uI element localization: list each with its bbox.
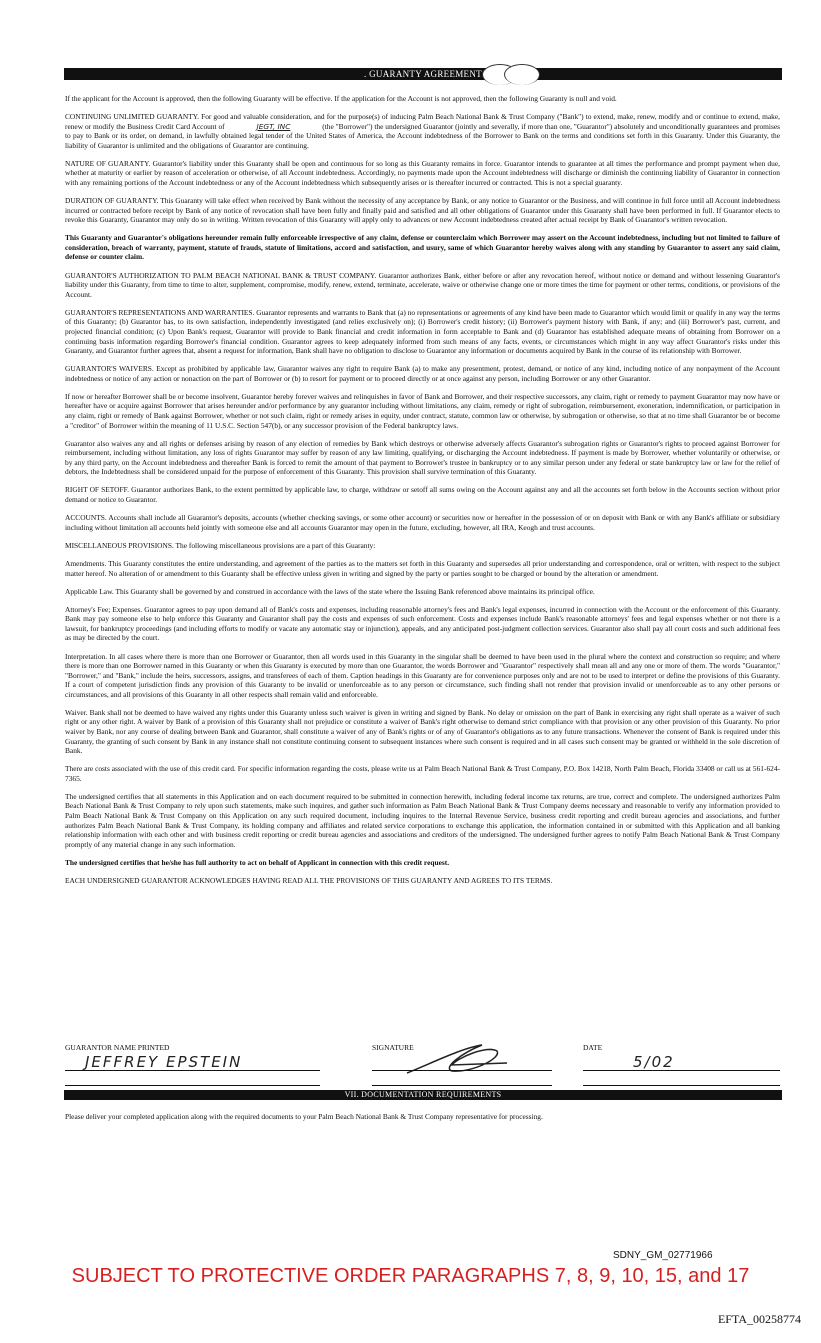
paragraph-text: If now or hereafter Borrower shall be or become insolvent, Guarantor hereby forever waives and relinquishes in favor of Bank and Borrower, and their respective successors, any claim, right or remedy to payment Guarantor may now have or hereafter have or acquire against Borrower that arises hereunder and/or performance by any guarantor including without limitations, any claim, remedy or right of subrogation, reimbursement, exoneration, indemnification, or participation in any claim, right or remedy of Bank against Borrower, whether or not such claim, right or remedy arises in equity, under contract, statute, common law or otherwise, by subrogation or otherwise, so that at no time shall Guarantor be or become a "creditor" of Borrower within the meaning of 11 U.S.C. Section 547(b), or any successor provision of the Federal bankruptcy laws. [65, 391, 780, 430]
guaranty-paragraph [65, 439, 780, 477]
paragraph-heading: NATURE OF GUARANTY. [65, 158, 151, 168]
guarantor-name-field [65, 1043, 320, 1071]
guaranty-paragraph [65, 485, 780, 504]
guaranty-paragraph [65, 196, 780, 225]
paragraph-text: Guarantor represents and warrants to Bank that (a) no representations or agreements of any kind have been made to Guarantor which would limit or qualify in any way the terms of this Guaranty; (b) Guarantor has, to its own satisfaction, independently investigated (and relies exclusively on); (i) Borrower's credit history; (ii) Borrower's payment history with Bank, if any; and (iii) Borrower's past, current, and projected financial condition; (c) Upon Bank's request, Guarantor will provide to Bank financial and credit information in form acceptable to Bank and (d) Guarantor has established adequate means of obtaining from Borrower on a continuing basis information regarding Borrower's financial condition. Guarantor agrees to keep adequately informed from such means of any facts, events, or circumstances which might in any way affect Guarantor's risks under this Guaranty, and Guarantor further agrees that, absent a request for information, Bank shall have no obligation to disclose to Guarantor any information or documents acquired by Bank in the course of its relationship with Borrower. [65, 307, 780, 356]
paragraph-heading: Interpretation. [65, 651, 108, 661]
paragraph-text: This Guaranty and Guarantor's obligations hereunder remain fully enforceable irrespective of any claim, defense or counterclaim which Borrower may assert on the Account indebtedness, including but not limited to failure of consideration, breach of warranty, payment, statute of frauds, statute of limitations, accord and satisfaction, and usury, same of which Guarantor hereby waives along with any standing by Guarantor to assert any said claim, defense or counter claim. [65, 233, 780, 262]
paragraph-heading: MISCELLANEOUS PROVISIONS. [65, 540, 174, 550]
guaranty-paragraph [65, 587, 780, 597]
date-handwritten: 5/02 [633, 1053, 675, 1071]
paragraph-text: Guarantor authorizes Bank, either before or after any revocation hereof, without notice or demand and without lessening Guarantor's liability under this Guaranty, from time to time to alter, supplement, compromise, modify, renew, extend, terminate, accelerate, waive or otherwise change one or more times the time for payment or other terms, conditions, or provisions of the Account. [65, 270, 781, 299]
guaranty-paragraph [65, 364, 780, 383]
bates-number-efta: EFTA_00258774 [717, 1312, 801, 1326]
guaranty-paragraph [65, 233, 780, 262]
field-label: SIGNATURE [372, 1043, 414, 1052]
intro-paragraph: If the applicant for the Account is approved, then the following Guaranty will be effective. If the application for the Account is not approved, then the following Guaranty is null and void. [65, 94, 617, 103]
guaranty-paragraph [65, 513, 780, 532]
documentation-requirements-bar [64, 1090, 782, 1100]
section-title: . GUARANTY AGREEMENT [364, 69, 482, 79]
guaranty-agreement-header-bar [64, 68, 782, 80]
guaranty-paragraph [65, 792, 780, 849]
signature-block [65, 1043, 780, 1085]
paragraph-text: The following miscellaneous provisions are a part of this Guaranty: [175, 540, 376, 550]
paragraph-text: This Guaranty will take effect when received by Bank without the necessity of any acceptance by Bank, or any notice to Guarantor or the Business, and will continue in full force until all Account indebtedness incurred or contracted before receipt by Bank of any notice of revocation shall have been fully and finally paid and satisfied and all other obligations of Guarantor under this Guaranty shall have been performed in full. If Guarantor elects to revoke this Guaranty, Guarantor may only do so in writing. Written revocation of this Guaranty will apply only to advances or new Account indebtedness created after actual receipt by Bank of Guarantor's written revocation. [65, 196, 780, 225]
paragraph-heading: GUARANTOR'S AUTHORIZATION TO PALM BEACH NATIONAL BANK & TRUST COMPANY. [65, 270, 377, 280]
guaranty-paragraph [65, 308, 780, 356]
paragraph-text: Accounts shall include all Guarantor's deposits, accounts (whether checking savings, or some other account) or securities now or hereafter in the possession of or on deposit with Bank or with any Bank's affiliate or subsidiary including without limitation all accounts held jointly with someone else and all accounts Guarantor may open in the future, excluding, however, all IRA, Keogh and trust accounts. [65, 513, 780, 532]
guaranty-paragraph [65, 605, 780, 643]
paragraph-heading: Waiver. [65, 707, 88, 717]
paragraph-text: Except as prohibited by applicable law, Guarantor waives any right to require Bank (a) to make any presentment, protest, demand, or notice of any kind, including notice of any nonpayment of the Account indebtedness or notice of any action or nonaction on the part of Borrower or (b) to resort for payment or to proceed directly or at once against any person, including Borrower or any other Guarantor. [65, 364, 781, 383]
paragraph-heading: GUARANTOR'S REPRESENTATIONS AND WARRANTIES. [65, 307, 255, 317]
date-field [583, 1043, 780, 1071]
paragraph-text: Guarantor also waives any and all rights or defenses arising by reason of any election of remedies by Bank which destroys or otherwise adversely affects Guarantor's subrogation rights or Guarantor's rights to proceed against Borrower for reimbursement, including without limitation, any loss of rights Guarantor may suffer by reason of any law limiting, qualifying, or discharging the Account indebtedness. If payment is made by Borrower, whether voluntarily or otherwise, or by any third party, on the Account indebtedness and thereafter Bank is forced to remit the amount of that payment to Borrower's trustee in bankruptcy or to any similar person under any federal or state bankruptcy law or law for the relief of debtors, the Indebtedness shall be considered unpaid for the purpose of enforcement of this Guaranty. This provision shall survive termination of this Guaranty. [65, 438, 780, 477]
guaranty-body [65, 94, 780, 894]
guaranty-paragraph [65, 559, 780, 578]
bates-number-sdny: SDNY_GM_02771966 [613, 1250, 713, 1261]
paragraph-heading: Amendments. [65, 558, 107, 568]
paragraph-heading: ACCOUNTS. [65, 513, 107, 523]
paragraph-text: Guarantor agrees to pay upon demand all of Bank's costs and expenses, including reasonable attorney's fees and Bank's legal expenses, incurred in connection with the Account or the enforcement of this Guaranty. Bank may pay someone else to help enforce this Guaranty and Guarantor shall pay the costs and expenses of such enforcement. Costs and expenses include Bank's reasonable attorneys' fees and legal expenses whether or not there is a lawsuit, for bankruptcy proceedings (and including efforts to modify or vacate any automatic stay or injunction), appeals, and any anticipated post-judgment collection services. Guarantor also shall pay all court costs and such additional fees as may be directed by the court. [65, 604, 780, 643]
guaranty-paragraph [65, 541, 780, 551]
paragraph-heading: Applicable Law. [65, 586, 114, 596]
paragraph-heading: RIGHT OF SETOFF. [65, 485, 129, 495]
paragraph-text: This Guaranty constitutes the entire understanding, and agreement of the parties as to the matters set forth in this Guaranty and supersedes all prior understanding and correspondence, oral or written, with respect to the subject matter hereof. No alteration of or amendment to this Guaranty shall be effective unless given in writing and signed by the party or parties sought to be charged or bound by the alteration or amendment. [65, 558, 780, 578]
guaranty-paragraph [65, 858, 780, 868]
paragraph-text: This Guaranty shall be governed by and construed in accordance with the laws of the state where the Issuing Bank referenced above maintains its principal office. [115, 586, 595, 596]
guaranty-paragraph [65, 652, 780, 700]
field-label: DATE [583, 1043, 603, 1052]
paragraph-text: Guarantor authorizes Bank, to the extent permitted by applicable law, to charge, withdraw or setoff all sums owing on the Account against any and all the accounts set forth below in the Accounts section without prior demand or notice to Guarantor. [65, 485, 780, 504]
deliver-instructions: Please deliver your completed application along with the required documents to your Palm Beach National Bank & Trust Company representative for processing. [65, 1112, 543, 1121]
guaranty-paragraph [65, 392, 780, 430]
guaranty-paragraph [65, 271, 780, 300]
paragraph-text: The undersigned certifies that all statements in this Application and on each document required to be submitted in connection herewith, including federal income tax returns, are true, correct and complete. The undersigned authorizes Palm Beach National Bank & Trust Company to rely upon such statements, make such inquires, and gather such information as Palm Beach National Bank & Trust Company deems necessary and reasonable to verify any information provided to Palm Beach National Bank & Trust Company on this Application on any such required document, including inquires to the Internal Revenue Service, business credit reporting and credit bureau agencies and associations, and further authorizes Palm Beach National Bank & Trust Company, its holding company and affiliates and related service corporations to exchange this application, the information contained in or submitted with this Application and all banking relationship information with each other and with business credit reporting or credit bureau agencies and associations and creditors of the undersigned. The undersigned further agrees to notify Palm Beach National Bank & Trust Company promptly of any material change in any such information. [65, 791, 780, 849]
guaranty-paragraph [65, 708, 780, 756]
guaranty-paragraph [65, 764, 780, 783]
protective-order-notice: SUBJECT TO PROTECTIVE ORDER PARAGRAPHS 7, 8, 9, 10, 15, and 17 [71, 1265, 750, 1287]
punch-hole-mark [504, 64, 540, 85]
paragraph-text: Guarantor's liability under this Guaranty shall be open and continuous for so long as this Guaranty remains in force. Guarantor intends to guarantee at all times the performance and prompt payment when due, whether at maturity or earlier by reason of acceleration or otherwise, of all Account indebtedness. Accordingly, no payments made upon the Account indebtedness will discharge or diminish the continuing liability of Guarantor in connection with any remaining portions of the Account indebtedness or any of the Account indebtedness which subsequently arises or is thereafter incurred or contracted. This is not a special guaranty. [65, 158, 780, 188]
field-label: GUARANTOR NAME PRINTED [65, 1043, 170, 1052]
guaranty-paragraph [65, 159, 780, 188]
paragraph-text: In all cases where there is more than one Borrower or Guarantor, then all words used in this Guaranty in the singular shall be deemed to have been used in the plural where the context and construction so require; and where there is more than one Borrower named in this Guaranty or when this Guaranty is executed by more than one Guarantor, the words Borrower and "Guarantor" respectively shall mean all and any one or more of them. The words "Guarantor," "Borrower," and "Bank," include the heirs, successors, assigns, and transferees of each of them. Caption headings in this Guaranty are for convenience purposes only and are not to be used to interpret or define the provisions of this Guaranty. If a court of competent jurisdiction finds any provision of this Guaranty to be invalid or unenforceable as to any person or circumstance, such finding shall not render that provision invalid or unenforceable as to any other persons or circumstances, and all provisions of this Guaranty in all other respects shall remain valid and enforceable. [65, 651, 780, 699]
borrower-name-handwritten: JEGT, INC [256, 121, 291, 131]
paragraph-text: There are costs associated with the use of this credit card. For specific information regarding the costs, please write us at Palm Beach National Bank & Trust Company, P.O. Box 14218, North Palm Beach, Florida 33408 or call us at 561-624-7365. [65, 764, 780, 783]
paragraph-heading: GUARANTOR'S WAIVERS. [65, 364, 154, 374]
continuing-guaranty-paragraph [65, 112, 780, 150]
section-title: VII. DOCUMENTATION REQUIREMENTS [344, 1090, 502, 1099]
handwritten-signature [402, 1043, 512, 1077]
signature-field [372, 1043, 552, 1052]
paragraph-text: For good and valuable consideration, and for the purpose(s) of inducing Palm Beach National Bank & Trust Company ("Bank") to extend, make, renew, modify and or continue to extend, make, renew or modify the Business Credit Card Account of [65, 112, 780, 131]
paragraph-text: Bank shall not be deemed to have waived any rights under this Guaranty unless such waiver is given in writing and signed by Bank. No delay or omission on the part of Bank in exercising any right shall operate as a waiver of such right or any other right. A waiver by Bank of a provision of this Guaranty shall not prejudice or constitute a waiver of Bank's right otherwise to demand strict compliance with that provision or any other provision of this Guaranty. No prior waiver by Bank, nor any course of dealing between Bank and Guarantor, shall constitute a waiver of any of Bank's rights or of any of Guarantor's obligations as to any future transactions. Whenever the consent of Bank is required under this Guaranty, the granting of such consent by Bank in any instance shall not constitute continuing consent to subsequent instances where such consent is required and in all cases such consent may be granted or withheld in the sole discretion of Bank. [65, 707, 780, 756]
paragraph-heading: Attorney's Fee; Expenses. [65, 604, 143, 614]
paragraph-text: EACH UNDERSIGNED GUARANTOR ACKNOWLEDGES HAVING READ ALL THE PROVISIONS OF THIS GUARANTY AND AGREES TO ITS TERMS. [65, 875, 553, 885]
paragraph-heading: CONTINUING UNLIMITED GUARANTY. [65, 112, 199, 122]
paragraph-text: The undersigned certifies that he/she has full authority to act on behalf of Applicant in connection with this credit request. [65, 857, 450, 867]
paragraph-text: (the "Borrower") the undersigned Guarantor (jointly and severally, if more than one, "Guarantor") absolutely and unconditionally guarantees and promises to pay to Bank or its order, on demand, in lawfully obtained legal tender of the United States of America, the Account indebtedness of the Borrower to Bank on the terms and conditions set forth in this Guaranty. Under this Guaranty, the liability of Guarantor is unlimited and the obligations of Guarantor are continuing. [65, 121, 781, 150]
guaranty-paragraph [65, 876, 780, 886]
paragraph-heading: DURATION OF GUARANTY. [65, 196, 159, 206]
guarantor-name-handwritten: JEFFREY EPSTEIN [85, 1053, 243, 1071]
